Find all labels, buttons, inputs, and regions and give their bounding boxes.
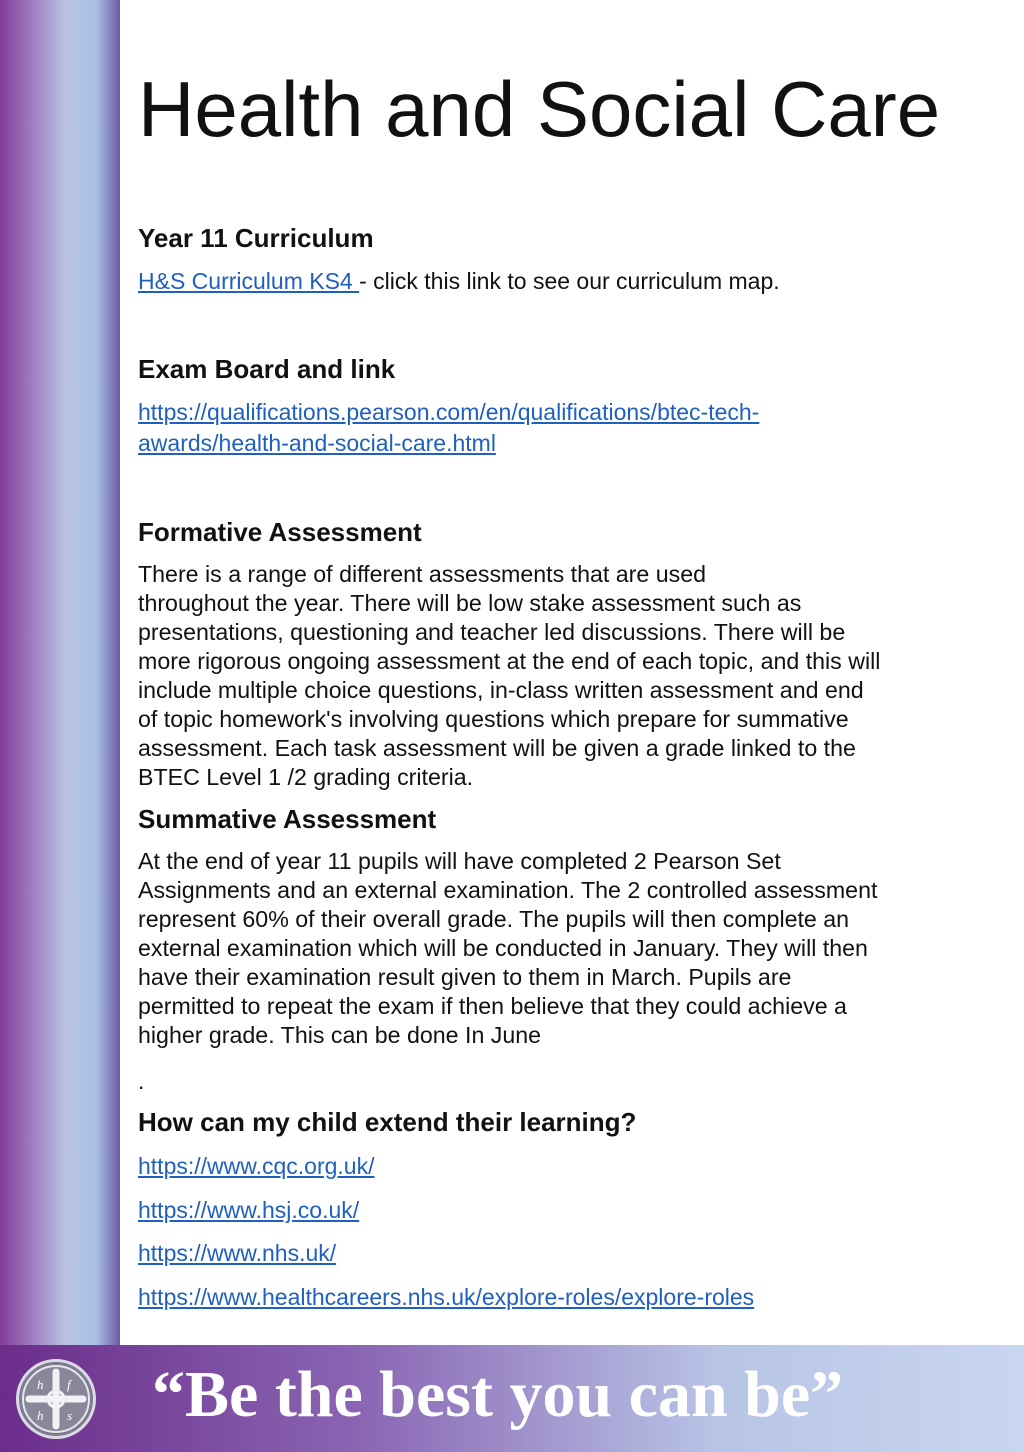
svg-text:h: h [37, 1377, 44, 1392]
summative-paragraph [138, 847, 1008, 1050]
summative-line: represent 60% of their overall grade. The pupils will then complete an [138, 906, 850, 932]
formative-line: throughout the year. There will be low stake assessment such as [138, 590, 802, 616]
school-motto: “Be the best you can be” [152, 1358, 844, 1431]
curriculum-map-link[interactable]: H&S Curriculum KS4 [138, 268, 360, 294]
summative-line: At the end of year 11 pupils will have completed 2 Pearson Set [138, 848, 781, 874]
hsj-link[interactable]: https://www.hsj.co.uk/ [138, 1197, 360, 1223]
exam-board-link-line2[interactable]: awards/health-and-social-care.html [138, 430, 496, 456]
formative-line: more rigorous ongoing assessment at the end of each topic, and this will [138, 648, 881, 674]
extend-link-item[interactable] [138, 1240, 336, 1268]
healthcareers-link[interactable]: https://www.healthcareers.nhs.uk/explore-roles/explore-roles [138, 1284, 755, 1310]
formative-line: There is a range of different assessments that are used [138, 561, 706, 587]
svg-text:f: f [67, 1377, 71, 1392]
exam-board-link-line1[interactable]: https://qualifications.pearson.com/en/qualifications/btec-tech- [138, 399, 760, 425]
summative-line: Assignments and an external examination. The 2 controlled assessment [138, 877, 878, 903]
extend-link-item[interactable] [138, 1197, 359, 1225]
exam-board-heading: Exam Board and link [138, 354, 396, 384]
curriculum-line [138, 268, 780, 296]
extend-heading: How can my child extend their learning? [138, 1107, 637, 1137]
formative-line: of topic homework's involving questions which prepare for summative [138, 706, 849, 732]
formative-heading: Formative Assessment [138, 517, 422, 547]
formative-line: BTEC Level 1 /2 grading criteria. [138, 764, 474, 790]
summative-heading: Summative Assessment [138, 804, 437, 834]
summative-line: permitted to repeat the exam if then believe that they could achieve a [138, 993, 847, 1019]
page-title: Health and Social Care [138, 65, 941, 153]
svg-text:s: s [67, 1408, 73, 1423]
formative-paragraph [138, 560, 1008, 792]
formative-line: assessment. Each task assessment will be given a grade linked to the [138, 735, 856, 761]
curriculum-link-suffix: - click this link to see our curriculum map. [359, 268, 780, 294]
extend-link-item[interactable] [138, 1284, 754, 1312]
summative-line: external examination which will be conducted in January. They will then [138, 935, 868, 961]
cqc-link[interactable]: https://www.cqc.org.uk/ [138, 1153, 375, 1179]
summative-line: higher grade. This can be done In June [138, 1022, 542, 1048]
school-crest-logo [16, 1359, 96, 1439]
extend-link-item[interactable] [138, 1153, 374, 1181]
curriculum-heading: Year 11 Curriculum [138, 223, 374, 253]
nhs-link[interactable]: https://www.nhs.uk/ [138, 1240, 337, 1266]
crest-icon [19, 1362, 93, 1436]
formative-line: include multiple choice questions, in-class written assessment and end [138, 677, 864, 703]
exam-board-url[interactable] [138, 399, 759, 427]
summative-line: have their examination result given to them in March. Pupils are [138, 964, 792, 990]
svg-text:h: h [37, 1408, 44, 1423]
summative-trailing-dot: . [138, 1068, 145, 1094]
decorative-sidebar [0, 0, 120, 1345]
formative-line: presentations, questioning and teacher led discussions. There will be [138, 619, 846, 645]
footer-banner [0, 1345, 1024, 1452]
exam-board-url-2[interactable] [138, 430, 496, 458]
